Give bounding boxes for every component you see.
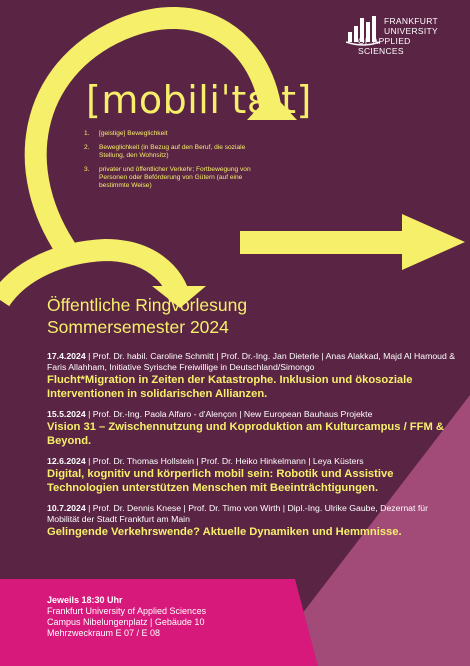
logo-line-3: OF APPLIED SCIENCES [358,36,411,56]
session-meta [47,456,462,467]
definition-text: Beweglichkeit (in Bezug auf den Beruf, die soziale Stellung, den Wohnsitz) [99,144,246,159]
venue-line-1: Frankfurt University of Applied Sciences [47,606,207,616]
session-speakers: | Prof. Dr. Thomas Hollstein | Prof. Dr. Heiko Hinkelmann | Leya Küsters [85,456,364,466]
definition-text: [geistige] Beweglichkeit [99,130,168,137]
session-item [47,456,462,495]
session-item [47,351,462,401]
session-date: 12.6.2024 [47,456,86,466]
definition-item [84,130,264,138]
lower-arc [0,250,180,300]
definition-number: 2. [84,144,90,151]
definition-item [84,166,264,190]
venue-line-3: Mehrzweckraum E 07 / E 08 [47,628,161,638]
session-item [47,503,462,539]
session-title: Vision 31 – Zwischennutzung und Koproduktion am Kulturcampus / FFM & Beyond. [47,421,444,447]
heading-line-2: Sommersemester 2024 [47,317,229,337]
university-logo [346,14,458,56]
page-title: [mobiliˈtɛːt] [86,78,312,122]
venue-line-2: Campus Nibelungenplatz | Gebäude 10 [47,617,205,627]
session-title: Flucht*Migration in Zeiten der Katastrophe. Inklusion und ökosoziale Interventionen in solidarischen Allianzen. [47,374,413,400]
session-title: Digital, kognitiv und körperlich mobil sein: Robotik und Assistive Technologien unterstützen Menschen mit Beeinträchtigungen. [47,468,394,494]
logo-line-1: FRANKFURT [384,16,439,26]
session-speakers: | Prof. Dr. Dennis Knese | Prof. Dr. Timo von Wirth | Dipl.-Ing. Ulrike Gaube, Dezernat für Mobilität der Stadt Frankfurt am Main [47,503,428,524]
definition-number: 1. [84,130,90,137]
venue-info [47,595,206,639]
heading-line-1: Öffentliche Ringvorlesung [47,295,248,315]
definition-item [84,144,264,160]
session-date: 17.4.2024 [47,351,86,361]
session-date: 10.7.2024 [47,503,86,513]
logo-text [358,16,458,56]
sessions-list [47,351,462,547]
definitions-list [84,130,264,196]
session-date: 15.5.2024 [47,409,86,419]
session-item [47,409,462,448]
session-title: Gelingende Verkehrswende? Aktuelle Dynamiken und Hemmnisse. [47,526,402,538]
definition-text: privater und öffentlicher Verkehr; Fortbewegung von Personen oder Beförderung von Gütern (auf eine bestimmte Weise) [99,166,251,189]
right-arrow-head [402,214,465,270]
definition-number: 3. [84,166,90,173]
session-meta [47,409,462,420]
session-speakers: | Prof. Dr.-Ing. Paola Alfaro - d'Alençon | New European Bauhaus Projekte [85,409,373,419]
event-time: Jeweils 18:30 Uhr [47,595,123,605]
session-meta [47,503,462,525]
session-speakers: | Prof. Dr. habil. Caroline Schmitt | Prof. Dr.-Ing. Jan Dieterle | Anas Alakkad, Majd Al Hamoud & Faris Allahham, Initiative Syrische Freiwillige in Deutschland/Simongo [47,351,456,372]
right-arrow-shaft [240,231,410,254]
session-meta [47,351,462,373]
logo-line-2: UNIVERSITY [384,26,439,36]
lecture-series-heading [47,294,247,338]
